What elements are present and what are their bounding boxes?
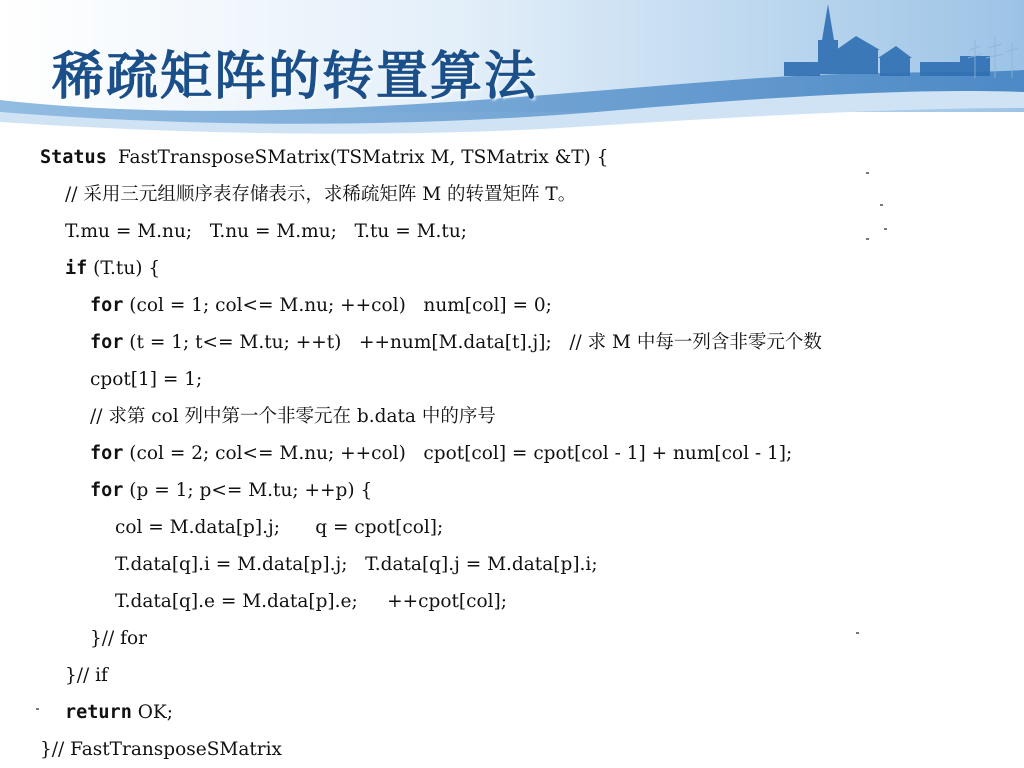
code-line: [40, 140, 608, 176]
scan-speck: [880, 204, 883, 206]
scan-speck: [36, 708, 39, 710]
code-line: [115, 547, 598, 583]
code-line: [40, 732, 282, 768]
code-text: OK;: [131, 702, 173, 723]
code-text: FastTransposeSMatrix(TSMatrix M, TSMatrix &T) {: [117, 147, 609, 168]
code-line: [65, 695, 173, 731]
slide-header: [0, 0, 1024, 140]
code-text: T.data[q].e = M.data[p].e; ++cpot[col];: [115, 591, 507, 612]
code-text: (t = 1; t<= M.tu; ++t) ++num[M.data[t].j]; // 求 M 中每一列含非零元个数: [123, 332, 822, 353]
code-text: (p = 1; p<= M.tu; ++p) {: [123, 480, 373, 501]
code-text: (T.tu) {: [87, 258, 161, 279]
scan-speck: [866, 172, 869, 174]
scan-speck: [884, 228, 887, 230]
code-line: [90, 621, 147, 657]
code-text: // 求第 col 列中第一个非零元在 b.data 中的序号: [90, 406, 496, 427]
code-text: cpot[1] = 1;: [90, 369, 203, 390]
code-line: [65, 214, 467, 250]
code-text: T.mu = M.nu; T.nu = M.mu; T.tu = M.tu;: [65, 221, 468, 242]
code-text: }// FastTransposeSMatrix: [40, 739, 282, 760]
code-keyword: if: [65, 258, 88, 279]
code-line: [90, 325, 822, 361]
code-line: [90, 473, 372, 509]
scan-speck: [866, 238, 869, 240]
code-line: [90, 399, 496, 435]
code-line: [90, 362, 202, 398]
code-keyword: for: [90, 480, 124, 501]
code-text: col = M.data[p].j; q = cpot[col];: [115, 517, 444, 538]
scan-speck: [856, 632, 859, 634]
code-keyword: for: [90, 443, 124, 464]
code-line: [65, 251, 160, 287]
page-title: 稀疏矩阵的转置算法: [52, 47, 539, 107]
code-text: (col = 2; col<= M.nu; ++col) cpot[col] = cpot[col - 1] + num[col - 1];: [123, 443, 793, 464]
code-keyword: for: [90, 295, 124, 316]
code-keyword: return: [65, 702, 132, 723]
code-text: (col = 1; col<= M.nu; ++col) num[col] = 0;: [123, 295, 552, 316]
code-text: }// for: [90, 628, 147, 649]
code-text: }// if: [65, 665, 108, 686]
code-keyword: Status: [40, 147, 118, 168]
code-line: [65, 658, 108, 694]
code-line: [65, 177, 576, 213]
code-keyword: for: [90, 332, 124, 353]
code-text: T.data[q].i = M.data[p].j; T.data[q].j = M.data[p].i;: [115, 554, 598, 575]
code-line: [115, 510, 443, 546]
code-text: // 采用三元组顺序表存储表示，求稀疏矩阵 M 的转置矩阵 T。: [65, 184, 577, 205]
code-line: [90, 288, 552, 324]
code-line: [115, 584, 507, 620]
code-line: [90, 436, 792, 472]
